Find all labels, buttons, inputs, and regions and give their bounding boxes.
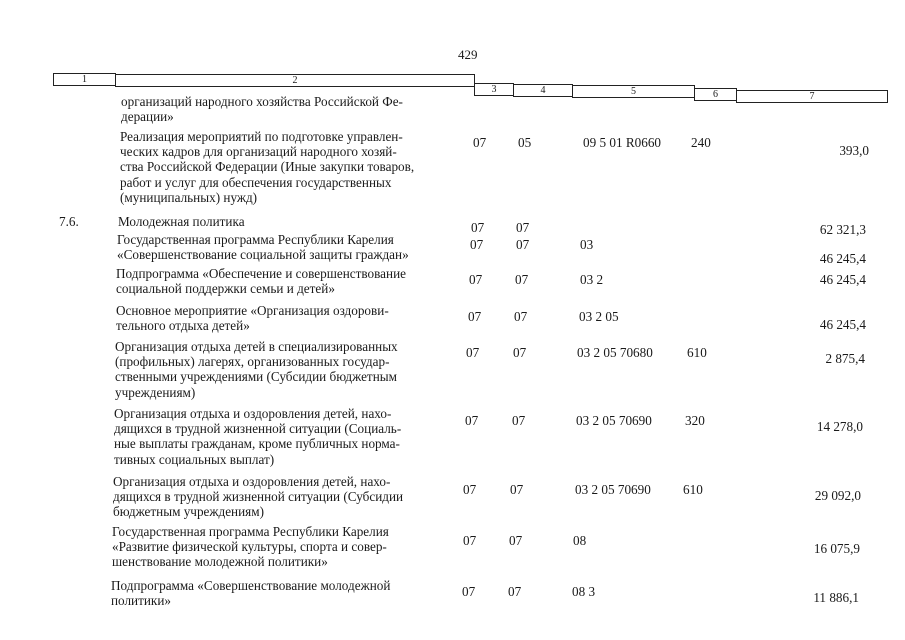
- row-name-line: Основное мероприятие «Организация оздорови-: [116, 303, 389, 318]
- cell-section: 07: [462, 584, 476, 599]
- row-name-line: ные выплаты гражданам, кроме публичных норма-: [114, 436, 400, 452]
- row-name-line: тивных социальных выплат): [114, 451, 275, 467]
- row-name-line: Государственная программа Республики Карелия: [112, 524, 389, 539]
- cell-section: 07: [470, 237, 484, 252]
- cell-section: 07: [471, 220, 485, 235]
- cell-expense-type: 240: [691, 135, 711, 150]
- row-name-line: бюджетным учреждениям): [113, 504, 264, 520]
- cell-amount: 393,0: [839, 143, 869, 158]
- cell-target-article: 03 2 05 70690: [575, 482, 651, 497]
- cell-target-article: 08: [573, 533, 587, 548]
- row-name-line: дерации»: [121, 109, 174, 125]
- row-name-line: социальной поддержки семьи и детей»: [116, 281, 335, 297]
- cell-subsection: 07: [516, 220, 530, 235]
- row-name-line: ства Российской Федерации (Иные закупки товаров,: [120, 159, 415, 175]
- page-number: 429: [458, 47, 478, 62]
- cell-amount: 46 245,4: [819, 272, 866, 287]
- row-name-line: ческих кадров для организаций народного хозяй-: [120, 144, 397, 160]
- row-name-line: (профильных) лагерях, организованных государ-: [115, 354, 390, 370]
- cell-amount: 62 321,3: [819, 222, 866, 237]
- row-name-line: Молодежная политика: [118, 214, 245, 229]
- header-col-7: 7: [736, 90, 888, 103]
- cell-subsection: 07: [516, 237, 530, 252]
- row-name-line: Организация отдыха и оздоровления детей, нахо-: [113, 474, 391, 489]
- row-name-line: учреждениям): [115, 384, 196, 400]
- row-name-line: «Развитие физической культуры, спорта и совер-: [112, 539, 387, 555]
- cell-section: 07: [465, 413, 479, 428]
- header-col-6: 6: [694, 88, 737, 101]
- row-name-line: ственными учреждениями (Субсидии бюджетным: [115, 369, 397, 385]
- cell-section: 07: [473, 135, 487, 150]
- cell-target-article: 03: [580, 237, 594, 252]
- cell-subsection: 07: [508, 584, 522, 599]
- row-name-line: организаций народного хозяйства Российской Фе-: [121, 94, 403, 109]
- cell-section: 07: [463, 533, 477, 548]
- cell-subsection: 07: [509, 533, 523, 548]
- cell-target-article: 09 5 01 R0660: [583, 135, 662, 150]
- cell-section: 07: [463, 482, 477, 497]
- row-name-line: Подпрограмма «Совершенствование молодежной: [111, 578, 391, 593]
- row-name-line: Организация отдыха и оздоровления детей, нахо-: [114, 406, 392, 421]
- row-name-line: дящихся в трудной жизненной ситуации (Социаль-: [114, 421, 402, 437]
- row-number: 7.6.: [59, 214, 79, 229]
- row-name-line: Реализация мероприятий по подготовке управлен-: [120, 129, 403, 144]
- cell-section: 07: [469, 272, 483, 287]
- cell-amount: 14 278,0: [816, 419, 863, 434]
- row-name-line: дящихся в трудной жизненной ситуации (Субсидии: [113, 489, 404, 505]
- cell-amount: 29 092,0: [814, 488, 861, 503]
- row-name-line: Организация отдыха детей в специализированных: [115, 339, 398, 354]
- row-name-line: работ и услуг для обеспечения государственных: [120, 174, 392, 190]
- row-name-line: шенствование молодежной политики»: [112, 554, 328, 570]
- cell-target-article: 03 2: [580, 272, 604, 287]
- header-col-2: 2: [115, 74, 475, 87]
- cell-amount: 11 886,1: [813, 590, 859, 605]
- header-col-5: 5: [572, 85, 695, 98]
- cell-subsection: 07: [512, 413, 526, 428]
- cell-amount: 46 245,4: [819, 251, 866, 266]
- cell-amount: 2 875,4: [825, 351, 865, 366]
- row-name-line: (муниципальных) нужд): [120, 189, 258, 205]
- cell-amount: 16 075,9: [813, 541, 860, 556]
- row-name-line: политики»: [111, 593, 171, 609]
- cell-section: 07: [468, 309, 482, 324]
- row-name-line: Подпрограмма «Обеспечение и совершенствование: [116, 266, 407, 281]
- cell-subsection: 07: [513, 345, 527, 360]
- cell-section: 07: [466, 345, 480, 360]
- cell-subsection: 07: [514, 309, 528, 324]
- cell-expense-type: 320: [685, 413, 705, 428]
- cell-subsection: 05: [518, 135, 532, 150]
- cell-target-article: 03 2 05 70690: [576, 413, 652, 428]
- cell-expense-type: 610: [687, 345, 707, 360]
- cell-target-article: 03 2 05: [579, 309, 619, 324]
- cell-target-article: 03 2 05 70680: [577, 345, 653, 360]
- header-col-3: 3: [474, 83, 514, 96]
- row-name-line: Государственная программа Республики Карелия: [117, 232, 394, 247]
- cell-subsection: 07: [515, 272, 529, 287]
- cell-subsection: 07: [510, 482, 524, 497]
- header-col-1: 1: [53, 73, 116, 86]
- cell-expense-type: 610: [683, 482, 703, 497]
- row-name-line: тельного отдыха детей»: [116, 318, 250, 334]
- cell-amount: 46 245,4: [819, 317, 866, 332]
- header-col-4: 4: [513, 84, 573, 97]
- cell-target-article: 08 3: [572, 584, 596, 599]
- row-name-line: «Совершенствование социальной защиты граждан»: [117, 247, 409, 263]
